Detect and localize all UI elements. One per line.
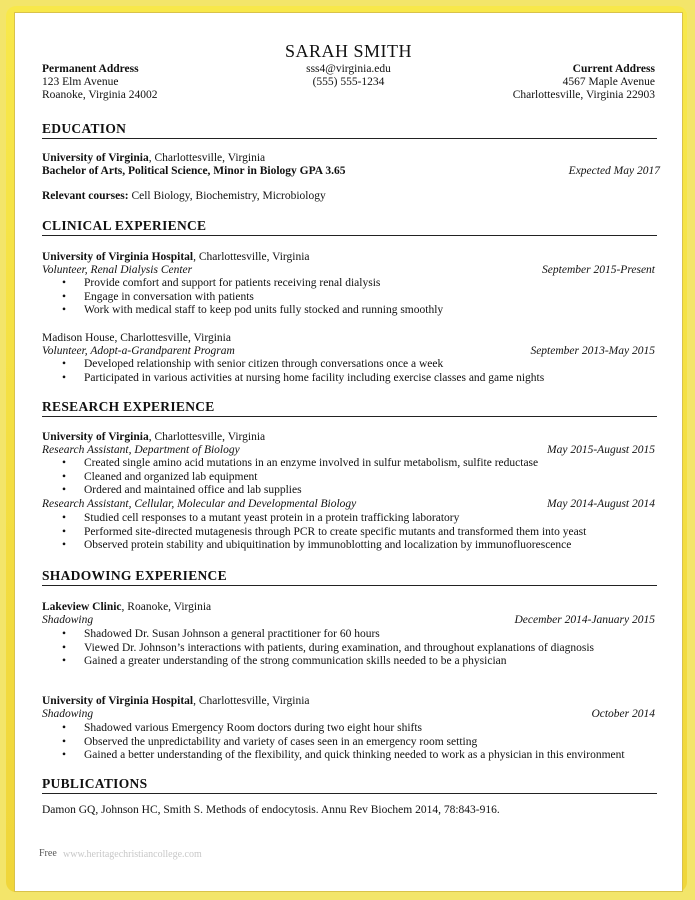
phone-number: (555) 555-1234 — [312, 76, 385, 88]
bullet-icon: • — [62, 290, 67, 303]
current-address-label: Current Address — [572, 63, 655, 75]
shadowing-entry-1-org — [42, 601, 211, 615]
education-school — [42, 152, 265, 166]
org-location: , Roanoke, Virginia — [121, 601, 212, 613]
bullet-icon: • — [62, 525, 67, 538]
bullet-icon: • — [62, 457, 67, 469]
bullet-icon: • — [62, 512, 67, 524]
list-item: • Work with medical staff to keep pod units fully stocked and running smoothly — [62, 304, 444, 317]
bullet-icon: • — [62, 641, 67, 654]
list-item: • Cleaned and organized lab equipment — [62, 470, 258, 483]
permanent-address-line2: Roanoke, Virginia 24002 — [42, 89, 158, 101]
candidate-name: SARAH SMITH — [284, 41, 413, 61]
org-location: , Charlottesville, Virginia — [148, 431, 266, 443]
shadowing-heading: SHADOWING EXPERIENCE — [42, 568, 657, 586]
list-item: • Created single amino acid mutations in an enzyme involved in sulfur metabolism, sulfite reductase — [62, 457, 539, 469]
permanent-address-label: Permanent Address — [42, 63, 139, 75]
research-heading: RESEARCH EXPERIENCE — [42, 399, 657, 417]
shadowing-entry-1-date: December 2014-January 2015 — [514, 614, 655, 626]
resume-page — [14, 12, 683, 892]
relevant-courses — [42, 190, 326, 204]
education-date: Expected May 2017 — [568, 165, 660, 177]
bullet-icon: • — [62, 722, 67, 734]
education-degree: Bachelor of Arts, Political Science, Minor in Biology GPA 3.65 — [42, 165, 346, 177]
bullet-icon: • — [62, 358, 67, 370]
shadowing-entry-1-bullets — [42, 628, 594, 669]
current-address-line2: Charlottesville, Virginia 22903 — [512, 89, 655, 101]
courses-list: Cell Biology, Biochemistry, Microbiology — [128, 190, 326, 202]
org-location: , Charlottesville, Virginia — [114, 332, 231, 344]
courses-label: Relevant courses: — [42, 190, 129, 202]
bullet-icon: • — [62, 304, 67, 317]
bullet-icon: • — [62, 539, 67, 552]
bullet-icon: • — [62, 371, 67, 384]
clinical-heading: CLINICAL EXPERIENCE — [42, 218, 657, 236]
shadowing-entry-2-role: Shadowing — [42, 708, 94, 720]
org-name: University of Virginia Hospital — [42, 251, 194, 263]
clinical-entry-2-org — [42, 332, 231, 346]
list-item: • Studied cell responses to a mutant yeast protein in a protein trafficking laboratory — [62, 512, 460, 524]
publications-heading: PUBLICATIONS — [42, 776, 657, 794]
research-role-1-date: May 2015-August 2015 — [547, 444, 655, 456]
org-name: University of Virginia Hospital — [42, 695, 194, 707]
list-item: • Developed relationship with senior citizen through conversations once a week — [62, 358, 444, 370]
clinical-entry-1-role: Volunteer, Renal Dialysis Center — [42, 264, 193, 276]
list-item: • Observed the unpredictability and variety of cases seen in an emergency room setting — [62, 735, 478, 748]
list-item: • Provide comfort and support for patients receiving renal dialysis — [62, 277, 381, 289]
shadowing-entry-1-role: Shadowing — [42, 614, 94, 626]
list-item: • Ordered and maintained office and lab supplies — [62, 484, 302, 497]
shadowing-entry-2-date: October 2014 — [591, 708, 655, 720]
shadowing-entry-2-bullets — [42, 722, 625, 763]
clinical-entry-2-date: September 2013-May 2015 — [530, 345, 655, 357]
list-item: • Viewed Dr. Johnson’s interactions with patients, during examination, and throughout explanations of diagnosis — [62, 641, 595, 654]
list-item: • Shadowed Dr. Susan Johnson a general practitioner for 60 hours — [62, 628, 380, 640]
org-location: , Charlottesville, Virginia — [193, 695, 310, 707]
school-location: , Charlottesville, Virginia — [148, 152, 266, 164]
list-item: • Participated in various activities at nursing home facility including exercise classes and game nights — [62, 371, 545, 384]
clinical-entry-1-bullets — [42, 277, 443, 318]
clinical-entry-1-org — [42, 251, 310, 265]
org-name: University of Virginia — [42, 431, 149, 443]
list-item: • Performed site-directed mutagenesis through PCR to create specific mutants and transformed them into yeast — [62, 525, 587, 538]
list-item: • Gained a greater understanding of the strong communication skills needed to be a physician — [62, 655, 507, 668]
bullet-icon: • — [62, 735, 67, 748]
research-org — [42, 431, 265, 445]
org-name: Madison House — [42, 332, 115, 344]
current-address-line1: 4567 Maple Avenue — [562, 76, 655, 88]
bullet-icon: • — [62, 628, 67, 640]
org-name: Lakeview Clinic — [42, 601, 122, 613]
research-role-1: Research Assistant, Department of Biology — [42, 444, 240, 456]
clinical-entry-2-role: Volunteer, Adopt-a-Grandparent Program — [42, 345, 235, 357]
school-name: University of Virginia — [42, 152, 149, 164]
bullet-icon: • — [62, 749, 67, 762]
education-heading: EDUCATION — [42, 121, 657, 139]
permanent-address-line1: 123 Elm Avenue — [42, 76, 119, 88]
list-item: • Engage in conversation with patients — [62, 290, 254, 303]
bullet-icon: • — [62, 277, 67, 289]
footer-label: Free — [39, 848, 57, 859]
email-link[interactable]: sss4@virginia.edu — [306, 63, 391, 75]
watermark-text: www.heritagechristiancollege.com — [63, 849, 202, 860]
research-role-1-bullets — [42, 457, 538, 498]
research-role-2: Research Assistant, Cellular, Molecular and Developmental Biology — [42, 498, 357, 510]
bullet-icon: • — [62, 655, 67, 668]
bullet-icon: • — [62, 484, 67, 497]
list-item: • Observed protein stability and ubiquitination by immunoblotting and localization by immunofluorescence — [62, 539, 572, 552]
publication-citation: Damon GQ, Johnson HC, Smith S. Methods of endocytosis. Annu Rev Biochem 2014, 78:843-916. — [42, 804, 500, 816]
clinical-entry-1-date: September 2015-Present — [542, 264, 655, 276]
list-item: • Shadowed various Emergency Room doctors during two eight hour shifts — [62, 722, 423, 734]
clinical-entry-2-bullets — [42, 358, 544, 385]
org-location: , Charlottesville, Virginia — [193, 251, 310, 263]
bullet-icon: • — [62, 470, 67, 483]
research-role-2-date: May 2014-August 2014 — [547, 498, 655, 510]
list-item: • Gained a better understanding of the flexibility, and quick thinking needed to work as a physician in this environment — [62, 749, 625, 762]
research-role-2-bullets — [42, 512, 586, 553]
shadowing-entry-2-org — [42, 695, 310, 709]
